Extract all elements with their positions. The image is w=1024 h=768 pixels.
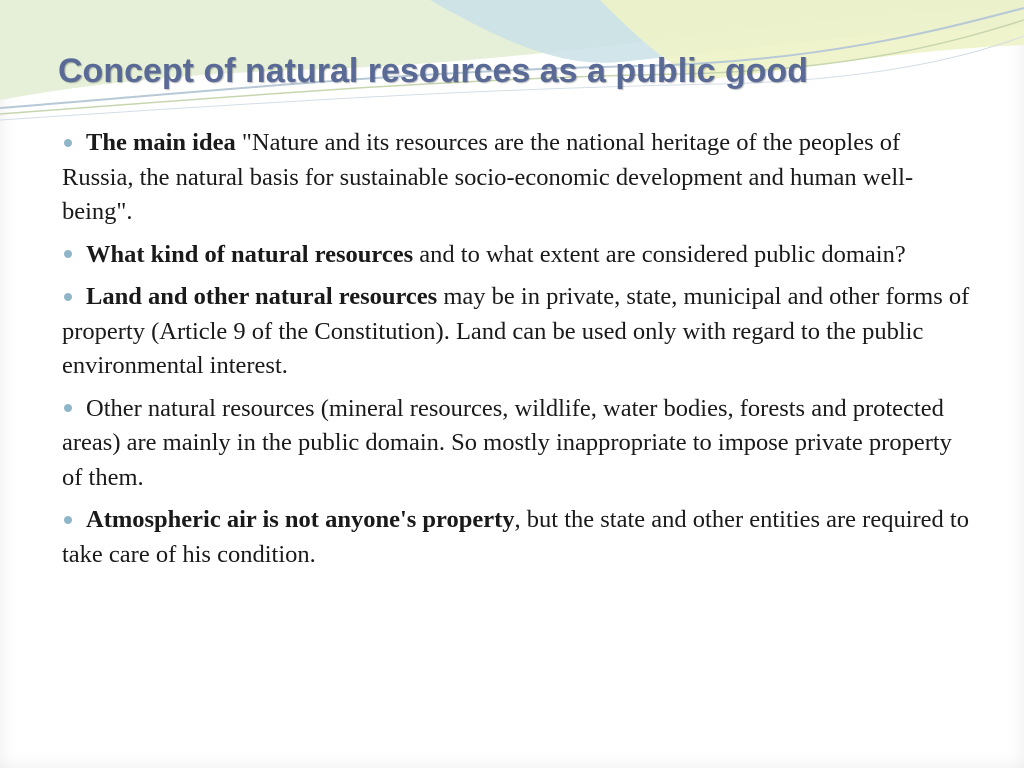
bullet-bold-text: The main idea	[86, 129, 236, 156]
bullet-text: may be in private, state, municipal and other forms of property (Article 9 of the Constitution). Land can be used only with regard to the public environmental interest.	[62, 283, 970, 379]
bullet-text: Other natural resources (mineral resources, wildlife, water bodies, forests and protected areas) are mainly in the public domain. So mostly inappropriate to impose private property of them.	[62, 394, 952, 491]
bullet-list	[62, 126, 972, 580]
bullet-text: "Nature and its resources are the national heritage of the peoples of Russia, the natural basis for sustainable socio-economic development and human well-being".	[62, 129, 914, 225]
bullet-dot-icon	[64, 516, 72, 524]
bullet-item	[62, 503, 972, 572]
bullet-dot-icon	[64, 404, 72, 412]
bullet-bold-text: What kind of natural resources	[86, 240, 414, 268]
bullet-dot-icon	[64, 293, 72, 301]
bullet-dot-icon	[64, 139, 72, 147]
bullet-text: and to what extent are considered public domain?	[413, 240, 906, 268]
bullet-item	[62, 392, 972, 496]
slide-title: Concept of natural resources as a public good	[58, 52, 809, 90]
bullet-item	[62, 280, 972, 384]
bullet-bold-text: Atmospheric air is not anyone's property	[86, 506, 515, 533]
bullet-item	[62, 126, 972, 230]
bullet-bold-text: Land and other natural resources	[86, 283, 438, 310]
bullet-dot-icon	[64, 250, 72, 258]
bullet-item	[62, 238, 972, 273]
bullet-text: , but the state and other entities are required to take care of his condition.	[62, 506, 969, 568]
